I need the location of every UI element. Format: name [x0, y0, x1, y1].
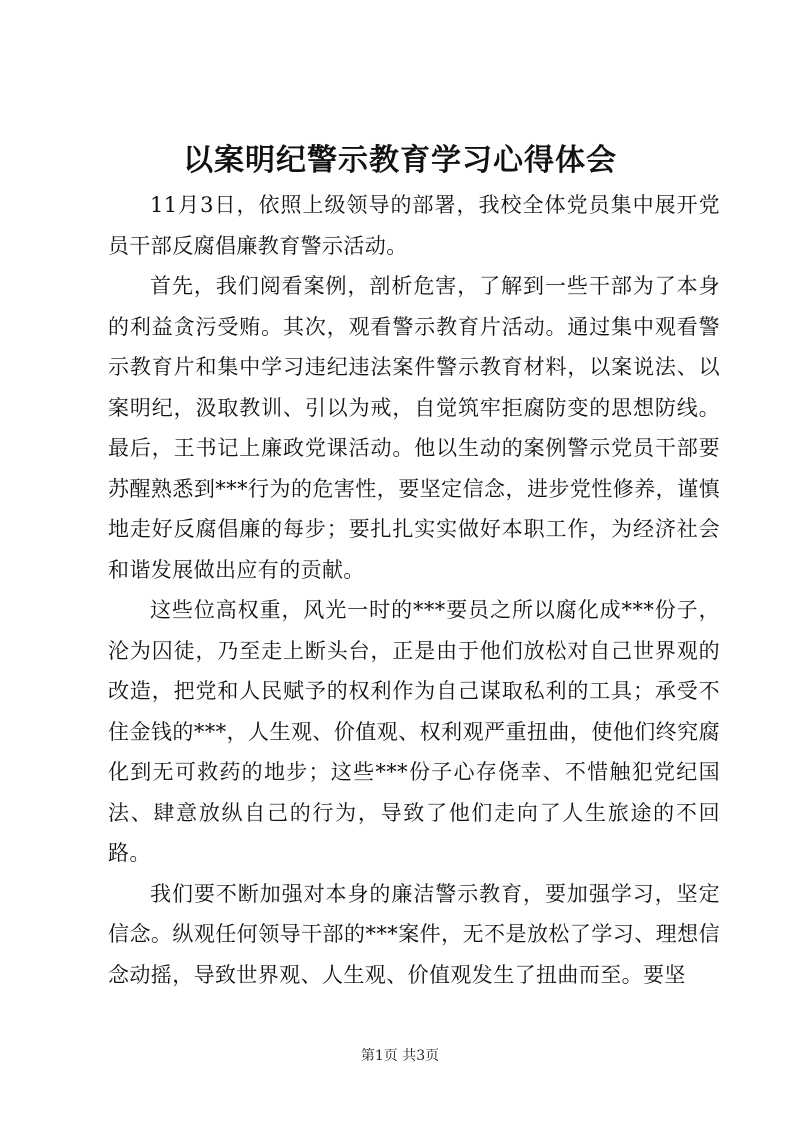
paragraph-2: 首先，我们阅看案例，剖析危害，了解到一些干部为了本身的利益贪污受贿。其次，观看警示教育片活动。通过集中观看警示教育片和集中学习违纪违法案件警示教育材料，以案说法、以案明纪，汲取教训、引以为戒，自觉筑牢拒腐防变的思想防线。最后，王书记上廉政党课活动。他以生动的案例警示党员干部要苏醒熟悉到***行为的危害性，要坚定信念，进步党性修养，谨慎地走好反腐倡廉的每步；要扎扎实实做好本职工作，为经济社会和谐发展做出应有的贡献。 — [108, 274, 720, 582]
document-title: 以案明纪警示教育学习心得体会 — [183, 143, 617, 178]
document-body — [108, 185, 720, 995]
page-number-footer: 第1页 共3页 — [360, 1048, 440, 1064]
paragraph-1: 11月3日，依照上级领导的部署，我校全体党员集中展开党员干部反腐倡廉教育警示活动。 — [108, 193, 720, 258]
paragraph-4: 我们要不断加强对本身的廉洁警示教育，要加强学习，坚定信念。纵观任何领导干部的***案件，无不是放松了学习、理想信念动摇，导致世界观、人生观、价值观发生了扭曲而至。要坚 — [108, 881, 720, 987]
paragraph-3: 这些位高权重，风光一时的***要员之所以腐化成***份子，沦为囚徒，乃至走上断头台，正是由于他们放松对自己世界观的改造，把党和人民赋予的权利作为自己谋取私利的工具；承受不住金钱的***，人生观、价值观、权利观严重扭曲，使他们终究腐化到无可救药的地步；这些***份子心存侥幸、不惜触犯党纪国法、肆意放纵自己的行为，导致了他们走向了人生旅途的不回路。 — [108, 598, 720, 865]
